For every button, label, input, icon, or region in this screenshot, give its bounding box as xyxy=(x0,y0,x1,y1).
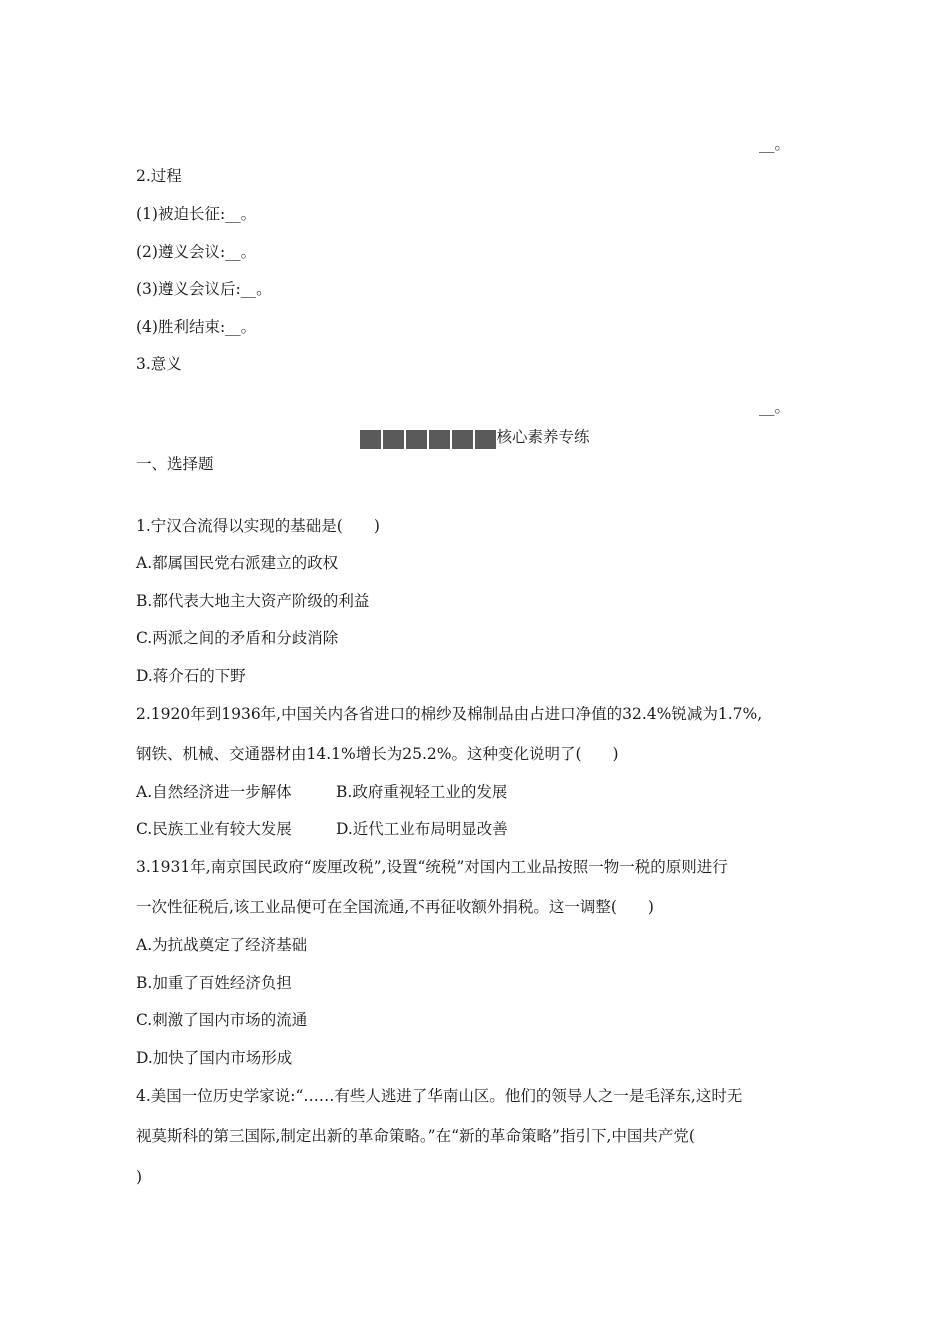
question-stem: 2.1920年到1936年,中国关内各省进口的棉纱及棉制品由占进口净值的32.4%锐减为1.7%, xyxy=(136,705,763,723)
process-item: (1)被迫长征:__。 xyxy=(136,205,257,223)
option-row xyxy=(136,819,508,839)
option: C.民族工业有较大发展 xyxy=(136,820,292,838)
option: B.都代表大地主大资产阶级的利益 xyxy=(136,592,370,610)
option: B.政府重视轻工业的发展 xyxy=(336,783,508,801)
question-stem: 4.美国一位历史学家说:“……有些人逃进了华南山区。他们的领导人之一是毛泽东,这时无 xyxy=(136,1087,743,1105)
process-item: (2)遵义会议:__。 xyxy=(136,243,257,261)
process-item: (4)胜利结束:__。 xyxy=(136,318,257,336)
section-banner xyxy=(0,426,950,449)
option: A.为抗战奠定了经济基础 xyxy=(136,936,308,954)
option: D.近代工业布局明显改善 xyxy=(336,820,508,838)
part-heading: 一、选择题 xyxy=(136,455,214,473)
heading-meaning: 3.意义 xyxy=(136,355,182,373)
option: C.刺激了国内市场的流通 xyxy=(136,1011,308,1029)
process-item: (3)遵义会议后:__。 xyxy=(136,280,272,298)
option: D.蒋介石的下野 xyxy=(136,667,246,685)
question-stem: 一次性征税后,该工业品便可在全国流通,不再征收额外捐税。这一调整( ) xyxy=(136,898,654,916)
question-stem: 1.宁汉合流得以实现的基础是( ) xyxy=(136,517,380,535)
question-stem: 3.1931年,南京国民政府“废厘改税”,设置“统税”对国内工业品按照一物一税的原则进行 xyxy=(136,858,728,876)
question-stem: ) xyxy=(136,1168,143,1186)
option: A.自然经济进一步解体 xyxy=(136,783,292,801)
option: B.加重了百姓经济负担 xyxy=(136,974,292,992)
option: A.都属国民党右派建立的政权 xyxy=(136,554,339,572)
heading-process: 2.过程 xyxy=(136,167,182,185)
option-row xyxy=(136,782,507,802)
fill-blank-tail: __。 xyxy=(758,135,790,153)
question-stem: 钢铁、机械、交通器材由14.1%增长为25.2%。这种变化说明了( ) xyxy=(136,745,619,763)
banner-title: 核心素养专练 xyxy=(496,428,590,446)
question-stem: 视莫斯科的第三国际,制定出新的革命策略。”在“新的革命策略”指引下,中国共产党( xyxy=(136,1127,695,1145)
fill-blank-tail: __。 xyxy=(758,398,790,416)
option: D.加快了国内市场形成 xyxy=(136,1049,293,1067)
redaction-blocks xyxy=(360,427,496,449)
option: C.两派之间的矛盾和分歧消除 xyxy=(136,629,339,647)
